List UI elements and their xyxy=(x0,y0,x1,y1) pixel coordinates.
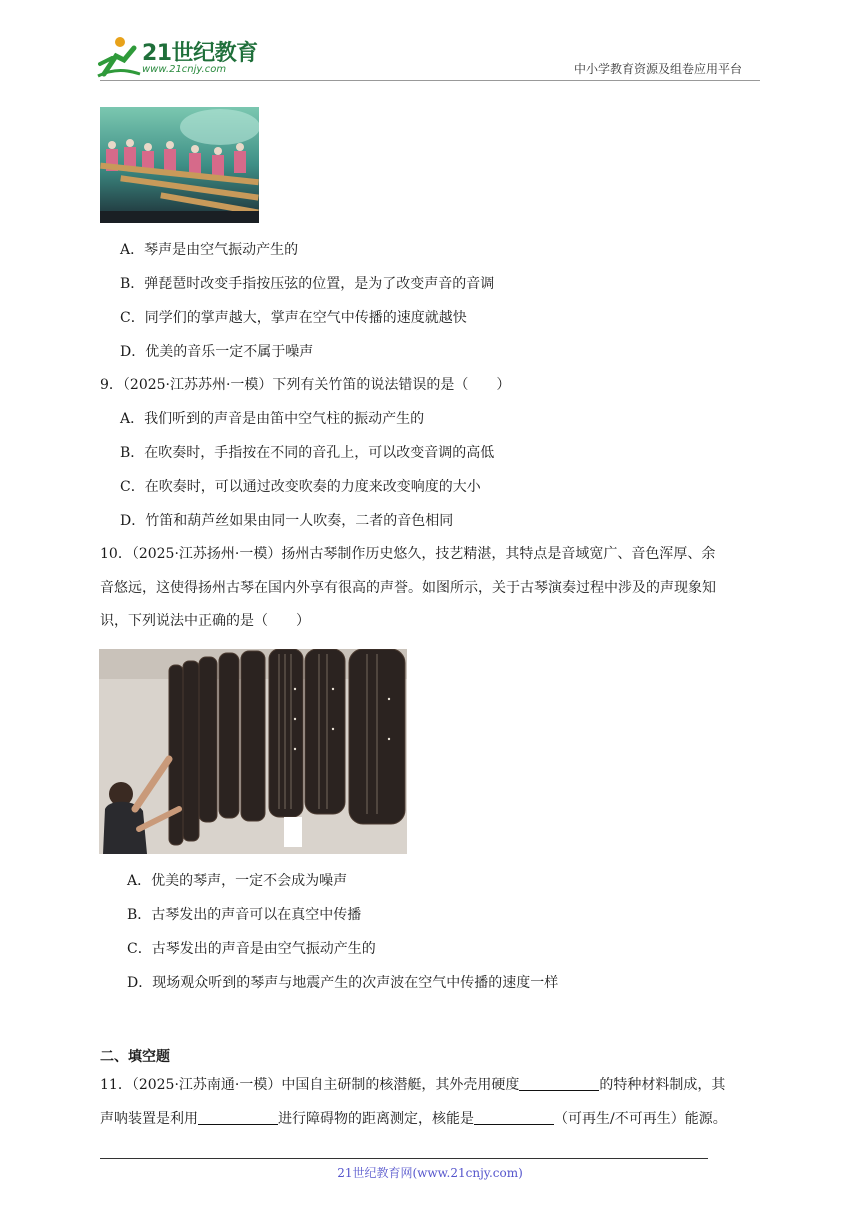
guqin-wall-photo xyxy=(99,649,407,854)
header-divider xyxy=(100,80,760,81)
q11-text-1a: 11．（2025·江苏南通·一模）中国自主研制的核潜艇，其外壳用硬度 xyxy=(100,1077,520,1093)
footer-text: 21世纪教育网(www.21cnjy.com) xyxy=(337,1166,523,1180)
q11-text-2b: 进行障碍物的距离测定，核能是 xyxy=(278,1111,474,1127)
q10-option-d: D．现场观众听到的琴声与地震产生的次声波在空气中传播的速度一样 xyxy=(127,975,559,991)
logo-url: www.21cnjy.com xyxy=(142,64,227,75)
guzheng-performance-photo xyxy=(100,107,259,223)
q10-stem-line-2: 音悠远，这使得扬州古琴在国内外享有很高的声誉。如图所示，关于古琴演奏过程中涉及的声现象知 xyxy=(100,580,716,596)
q9-option-b: B．在吹奏时，手指按在不同的音孔上，可以改变音调的高低 xyxy=(120,445,495,461)
q9-option-d: D．竹笛和葫芦丝如果由同一人吹奏，二者的音色相同 xyxy=(120,513,454,529)
q9-option-c: C．在吹奏时，可以通过改变吹奏的力度来改变响度的大小 xyxy=(120,479,481,495)
q10-stem-line-1: 10．（2025·江苏扬州·一模）扬州古琴制作历史悠久，技艺精湛，其特点是音域宽广、音色浑厚、余 xyxy=(100,546,716,562)
q8-option-d: D．优美的音乐一定不属于噪声 xyxy=(120,344,314,360)
q10-option-b: B．古琴发出的声音可以在真空中传播 xyxy=(127,907,362,923)
section-heading: 二、填空题 xyxy=(100,1049,170,1065)
q11-text-2c: （可再生/不可再生）能源。 xyxy=(554,1111,727,1127)
q8-option-c: C．同学们的掌声越大，掌声在空气中传播的速度就越快 xyxy=(120,310,467,326)
q10-option-a: A．优美的琴声，一定不会成为噪声 xyxy=(127,873,348,889)
q11-blank-2 xyxy=(198,1110,278,1125)
q11-blank-1 xyxy=(519,1076,599,1091)
q10-option-c: C．古琴发出的声音是由空气振动产生的 xyxy=(127,941,376,957)
footer-divider xyxy=(100,1158,708,1159)
platform-title: 中小学教育资源及组卷应用平台 xyxy=(574,62,743,76)
q11-line-1 xyxy=(100,1075,725,1095)
q9-option-a: A．我们听到的声音是由笛中空气柱的振动产生的 xyxy=(120,411,425,427)
q9-stem: 9．（2025·江苏苏州·一模）下列有关竹笛的说法错误的是（ ） xyxy=(100,377,511,393)
q8-option-b: B．弹琵琶时改变手指按压弦的位置，是为了改变声音的音调 xyxy=(120,276,495,292)
q11-text-1b: 的特种材料制成，其 xyxy=(599,1077,726,1093)
logo-text: 21世纪教育 xyxy=(142,41,258,66)
q11-text-2a: 声呐装置是利用 xyxy=(100,1111,198,1127)
q11-line-2 xyxy=(100,1109,727,1129)
q11-blank-3 xyxy=(474,1110,554,1125)
q8-option-a: A．琴声是由空气振动产生的 xyxy=(120,242,299,258)
q10-stem-line-3: 识，下列说法中正确的是（ ） xyxy=(100,613,310,629)
